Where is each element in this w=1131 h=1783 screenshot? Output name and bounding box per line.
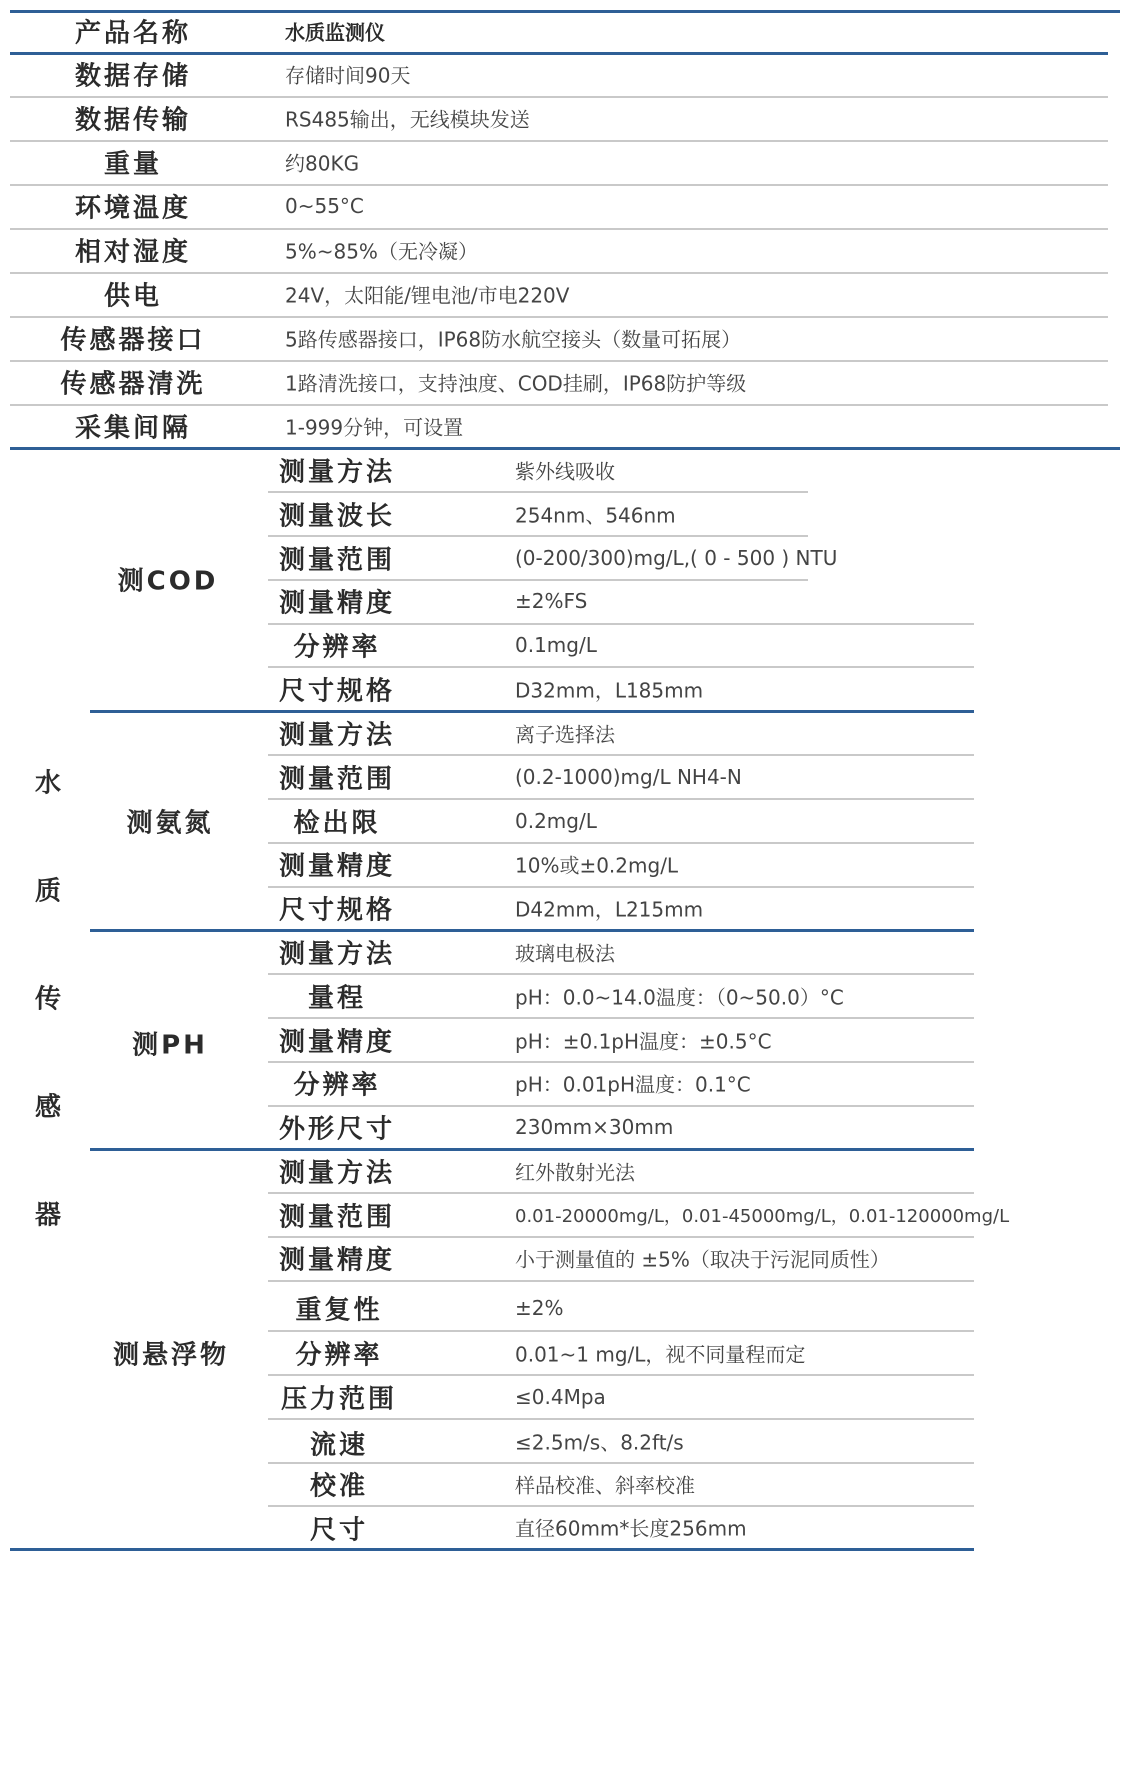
spec-value: pH：0.0~14.0温度：（0~50.0）°C bbox=[515, 985, 844, 1010]
spec-value: ≤2.5m/s、8.2ft/s bbox=[515, 1430, 684, 1455]
divider bbox=[268, 623, 974, 625]
spec-label: 测量范围 bbox=[278, 545, 396, 576]
spec-value: 24V，太阳能/锂电池/市电220V bbox=[285, 283, 570, 308]
divider bbox=[268, 1017, 974, 1019]
spec-value: 1路清洗接口，支持浊度、COD挂刷，IP68防护等级 bbox=[285, 371, 747, 396]
spec-value: 紫外线吸收 bbox=[515, 459, 615, 484]
group-name-suspended-solids: 测悬浮物 bbox=[112, 1340, 230, 1371]
spec-label: 测量精度 bbox=[278, 1245, 396, 1276]
spec-value: D42mm，L215mm bbox=[515, 897, 704, 922]
spec-value: 小于测量值的 ±5%（取决于污泥同质性） bbox=[515, 1247, 890, 1272]
spec-label: 传感器接口 bbox=[60, 325, 206, 356]
spec-label: 压力范围 bbox=[280, 1384, 398, 1415]
spec-value: (0-200/300)mg/L,( 0 - 500 ) NTU bbox=[515, 546, 838, 570]
spec-value: (0.2-1000)mg/L NH4-N bbox=[515, 765, 742, 789]
spec-label: 尺寸规格 bbox=[278, 676, 396, 707]
sensor-category-char: 传 bbox=[34, 984, 62, 1015]
spec-label: 测量方法 bbox=[278, 457, 396, 488]
divider bbox=[268, 798, 974, 800]
spec-value: 0.1mg/L bbox=[515, 633, 597, 657]
divider bbox=[268, 1462, 974, 1464]
spec-label: 量程 bbox=[307, 983, 367, 1014]
divider bbox=[268, 1192, 974, 1194]
divider bbox=[268, 1280, 974, 1282]
divider bbox=[268, 973, 974, 975]
spec-label: 尺寸 bbox=[309, 1515, 369, 1546]
divider bbox=[10, 1548, 974, 1551]
spec-value: 玻璃电极法 bbox=[515, 941, 615, 966]
spec-value: 直径60mm*长度256mm bbox=[515, 1516, 747, 1541]
spec-value: 5%~85%（无冷凝） bbox=[285, 239, 478, 264]
divider bbox=[10, 140, 1108, 142]
spec-label: 校准 bbox=[309, 1471, 369, 1502]
spec-value: pH：±0.1pH温度：±0.5°C bbox=[515, 1029, 772, 1054]
spec-value: 0.01-20000mg/L，0.01-45000mg/L，0.01-120000mg/L bbox=[515, 1206, 1010, 1227]
spec-value: RS485输出，无线模块发送 bbox=[285, 107, 530, 132]
spec-value: 0~55°C bbox=[285, 194, 364, 218]
spec-label: 重复性 bbox=[295, 1295, 383, 1326]
spec-label: 数据存储 bbox=[74, 61, 192, 92]
divider bbox=[10, 360, 1108, 362]
spec-value: 254nm、546nm bbox=[515, 503, 676, 528]
group-name-cod: 测COD bbox=[117, 566, 219, 597]
spec-label: 传感器清洗 bbox=[60, 369, 206, 400]
spec-value: ≤0.4Mpa bbox=[515, 1385, 606, 1409]
sensor-category-char: 水 bbox=[34, 768, 62, 799]
divider bbox=[90, 929, 974, 932]
divider bbox=[268, 1105, 974, 1107]
spec-value: ±2% bbox=[515, 1296, 564, 1320]
sensor-category-char: 质 bbox=[34, 876, 62, 907]
spec-value: 水质监测仪 bbox=[285, 20, 385, 45]
divider bbox=[10, 316, 1108, 318]
spec-value: 存储时间90天 bbox=[285, 63, 411, 88]
spec-label: 分辨率 bbox=[293, 632, 381, 663]
spec-label: 检出限 bbox=[293, 808, 381, 839]
spec-label: 采集间隔 bbox=[74, 413, 192, 444]
spec-value: 样品校准、斜率校准 bbox=[515, 1473, 695, 1498]
divider bbox=[268, 1236, 974, 1238]
divider bbox=[268, 842, 974, 844]
divider bbox=[10, 96, 1108, 98]
spec-value: ±2%FS bbox=[515, 589, 588, 613]
spec-value: 230mm×30mm bbox=[515, 1115, 674, 1139]
divider bbox=[268, 1418, 974, 1420]
divider bbox=[268, 666, 974, 668]
spec-label: 测量范围 bbox=[278, 764, 396, 795]
sensor-category-char: 感 bbox=[34, 1092, 62, 1123]
spec-value: pH：0.01pH温度：0.1°C bbox=[515, 1072, 751, 1097]
divider bbox=[268, 1061, 974, 1063]
spec-label: 数据传输 bbox=[74, 105, 192, 136]
spec-value: 离子选择法 bbox=[515, 722, 615, 747]
spec-value: 约80KG bbox=[285, 151, 360, 176]
spec-label: 相对湿度 bbox=[74, 237, 192, 268]
spec-label: 外形尺寸 bbox=[278, 1114, 396, 1145]
spec-label: 尺寸规格 bbox=[278, 895, 396, 926]
divider bbox=[90, 1148, 974, 1151]
group-name-ph: 测PH bbox=[132, 1030, 208, 1061]
spec-label: 测量方法 bbox=[278, 1158, 396, 1189]
spec-label: 产品名称 bbox=[74, 18, 192, 49]
divider bbox=[268, 1505, 974, 1507]
spec-value: D32mm，L185mm bbox=[515, 678, 704, 703]
divider bbox=[10, 447, 1120, 450]
spec-label: 测量波长 bbox=[278, 501, 396, 532]
divider bbox=[268, 535, 808, 537]
spec-label: 分辨率 bbox=[295, 1340, 383, 1371]
divider bbox=[268, 579, 808, 581]
spec-value: 0.2mg/L bbox=[515, 809, 597, 833]
divider bbox=[10, 404, 1108, 406]
spec-label: 重量 bbox=[103, 149, 163, 180]
spec-value: 红外散射光法 bbox=[515, 1160, 635, 1185]
sensor-category-char: 器 bbox=[34, 1200, 62, 1231]
divider bbox=[10, 272, 1108, 274]
spec-label: 测量精度 bbox=[278, 1027, 396, 1058]
divider bbox=[268, 1330, 974, 1332]
spec-value: 1-999分钟，可设置 bbox=[285, 415, 464, 440]
divider bbox=[90, 710, 974, 713]
group-name-ammonia: 测氨氮 bbox=[126, 808, 214, 839]
spec-label: 流速 bbox=[309, 1430, 369, 1461]
spec-label: 测量方法 bbox=[278, 720, 396, 751]
divider bbox=[10, 228, 1108, 230]
spec-value: 10%或±0.2mg/L bbox=[515, 853, 679, 878]
divider bbox=[268, 754, 974, 756]
spec-label: 供电 bbox=[103, 281, 163, 312]
spec-value: 0.01~1 mg/L，视不同量程而定 bbox=[515, 1342, 806, 1367]
divider bbox=[268, 886, 974, 888]
spec-label: 环境温度 bbox=[74, 193, 192, 224]
spec-label: 测量方法 bbox=[278, 939, 396, 970]
spec-label: 测量精度 bbox=[278, 588, 396, 619]
divider bbox=[268, 491, 808, 493]
spec-label: 测量精度 bbox=[278, 851, 396, 882]
spec-value: 5路传感器接口，IP68防水航空接头（数量可拓展） bbox=[285, 327, 742, 352]
divider bbox=[268, 1374, 974, 1376]
spec-label: 测量范围 bbox=[278, 1202, 396, 1233]
divider bbox=[10, 184, 1108, 186]
spec-label: 分辨率 bbox=[293, 1070, 381, 1101]
